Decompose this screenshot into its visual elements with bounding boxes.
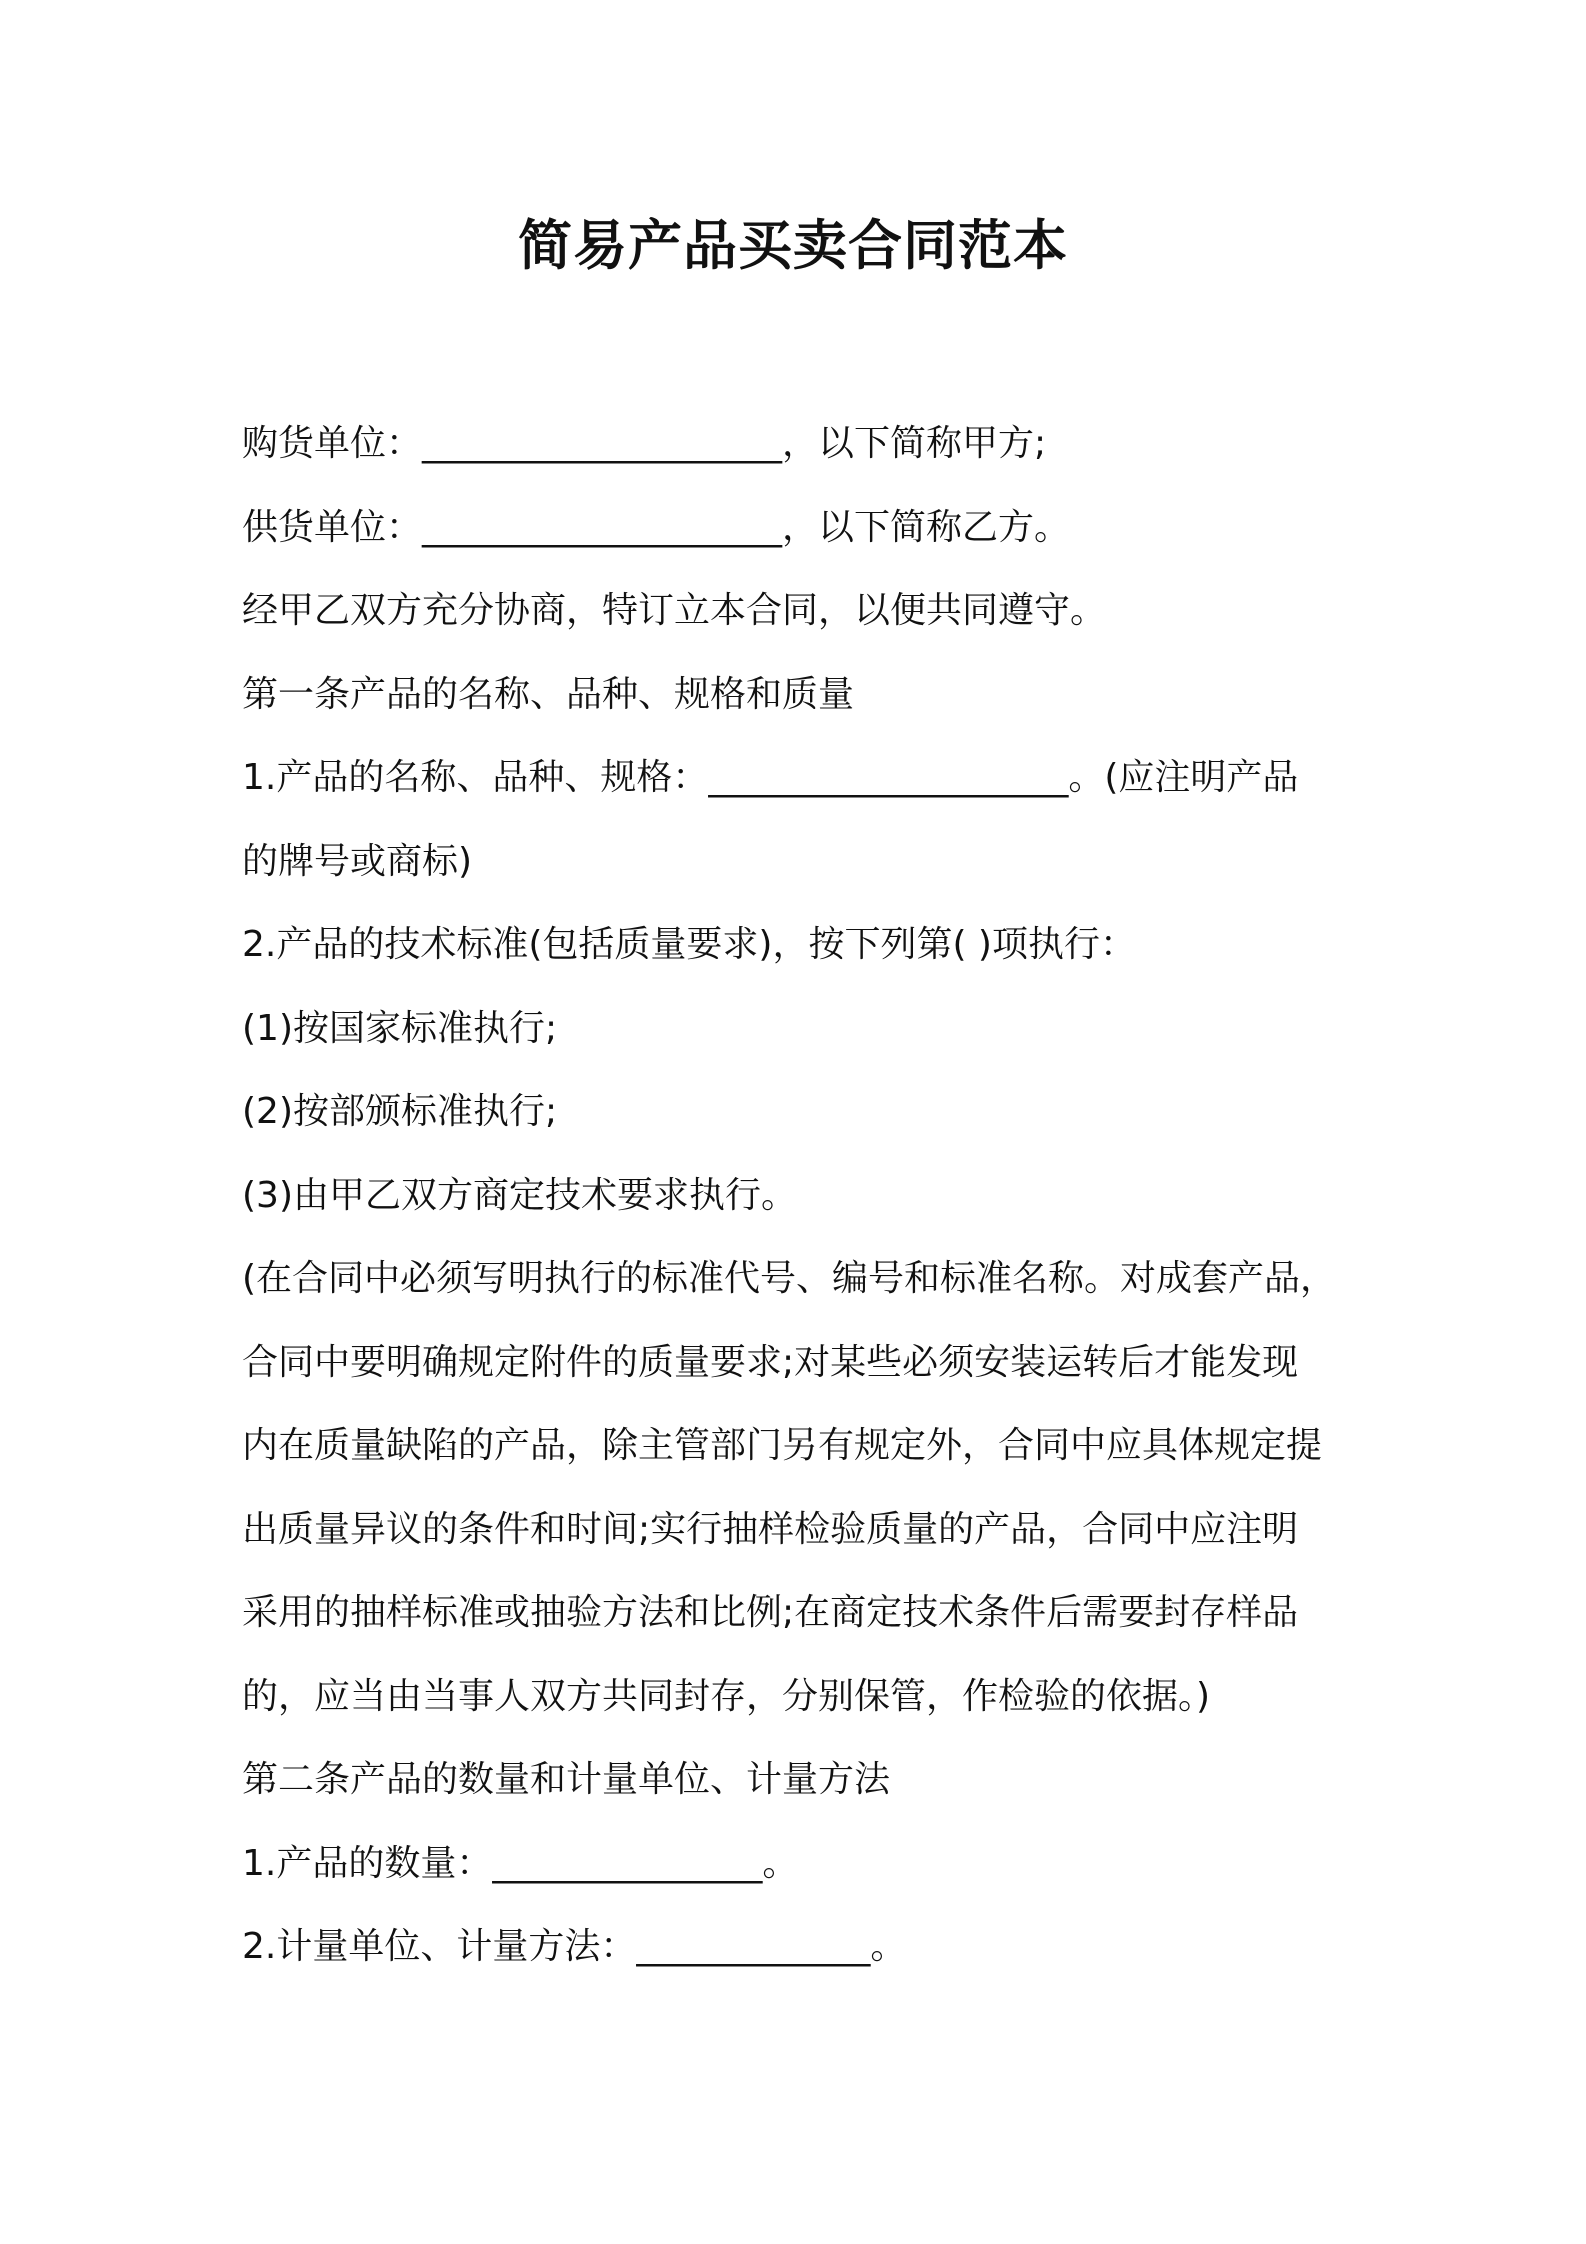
article-2-heading: 第二条产品的数量和计量单位、计量方法 xyxy=(242,1759,891,1800)
article-1-item-2: 2.产品的技术标准(包括质量要求)，按下列第( )项执行： xyxy=(242,924,1136,965)
standard-option-2: (2)按部颁标准执行; xyxy=(242,1091,558,1132)
standard-option-3: (3)由甲乙双方商定技术要求执行。 xyxy=(242,1174,797,1216)
article-2-item-2: 2.计量单位、计量方法：_____________。 xyxy=(242,1926,907,1967)
note-line-1: (在合同中必须写明执行的标准代号、编号和标准名称。对成套产品， xyxy=(242,1258,1337,1299)
document-title: 简易产品买卖合同范本 xyxy=(518,214,1068,277)
standard-option-1: (1)按国家标准执行; xyxy=(242,1007,558,1049)
document-body xyxy=(242,402,1362,1989)
note-line-2: 合同中要明确规定附件的质量要求;对某些必须安装运转后才能发现 xyxy=(242,1341,1299,1383)
supplier-line: 供货单位：____________________，以下简称乙方。 xyxy=(242,506,1071,548)
agreement-statement: 经甲乙双方充分协商，特订立本合同，以便共同遵守。 xyxy=(242,590,1107,631)
note-line-4: 出质量异议的条件和时间;实行抽样检验质量的产品，合同中应注明 xyxy=(242,1508,1299,1550)
article-1-heading: 第一条产品的名称、品种、规格和质量 xyxy=(242,673,855,715)
note-line-5: 采用的抽样标准或抽验方法和比例;在商定技术条件后需要封存样品 xyxy=(242,1592,1299,1633)
article-1-item-1: 1.产品的名称、品种、规格：____________________。(应注明产品 xyxy=(242,757,1299,798)
article-1-item-1-cont: 的牌号或商标) xyxy=(242,840,473,882)
buyer-line: 购货单位：____________________，以下简称甲方; xyxy=(242,423,1047,464)
article-2-item-1: 1.产品的数量：_______________。 xyxy=(242,1842,799,1884)
note-line-3: 内在质量缺陷的产品，除主管部门另有规定外，合同中应具体规定提 xyxy=(242,1425,1323,1466)
note-line-6: 的，应当由当事人双方共同封存，分别保管，作检验的依据。) xyxy=(242,1675,1211,1717)
